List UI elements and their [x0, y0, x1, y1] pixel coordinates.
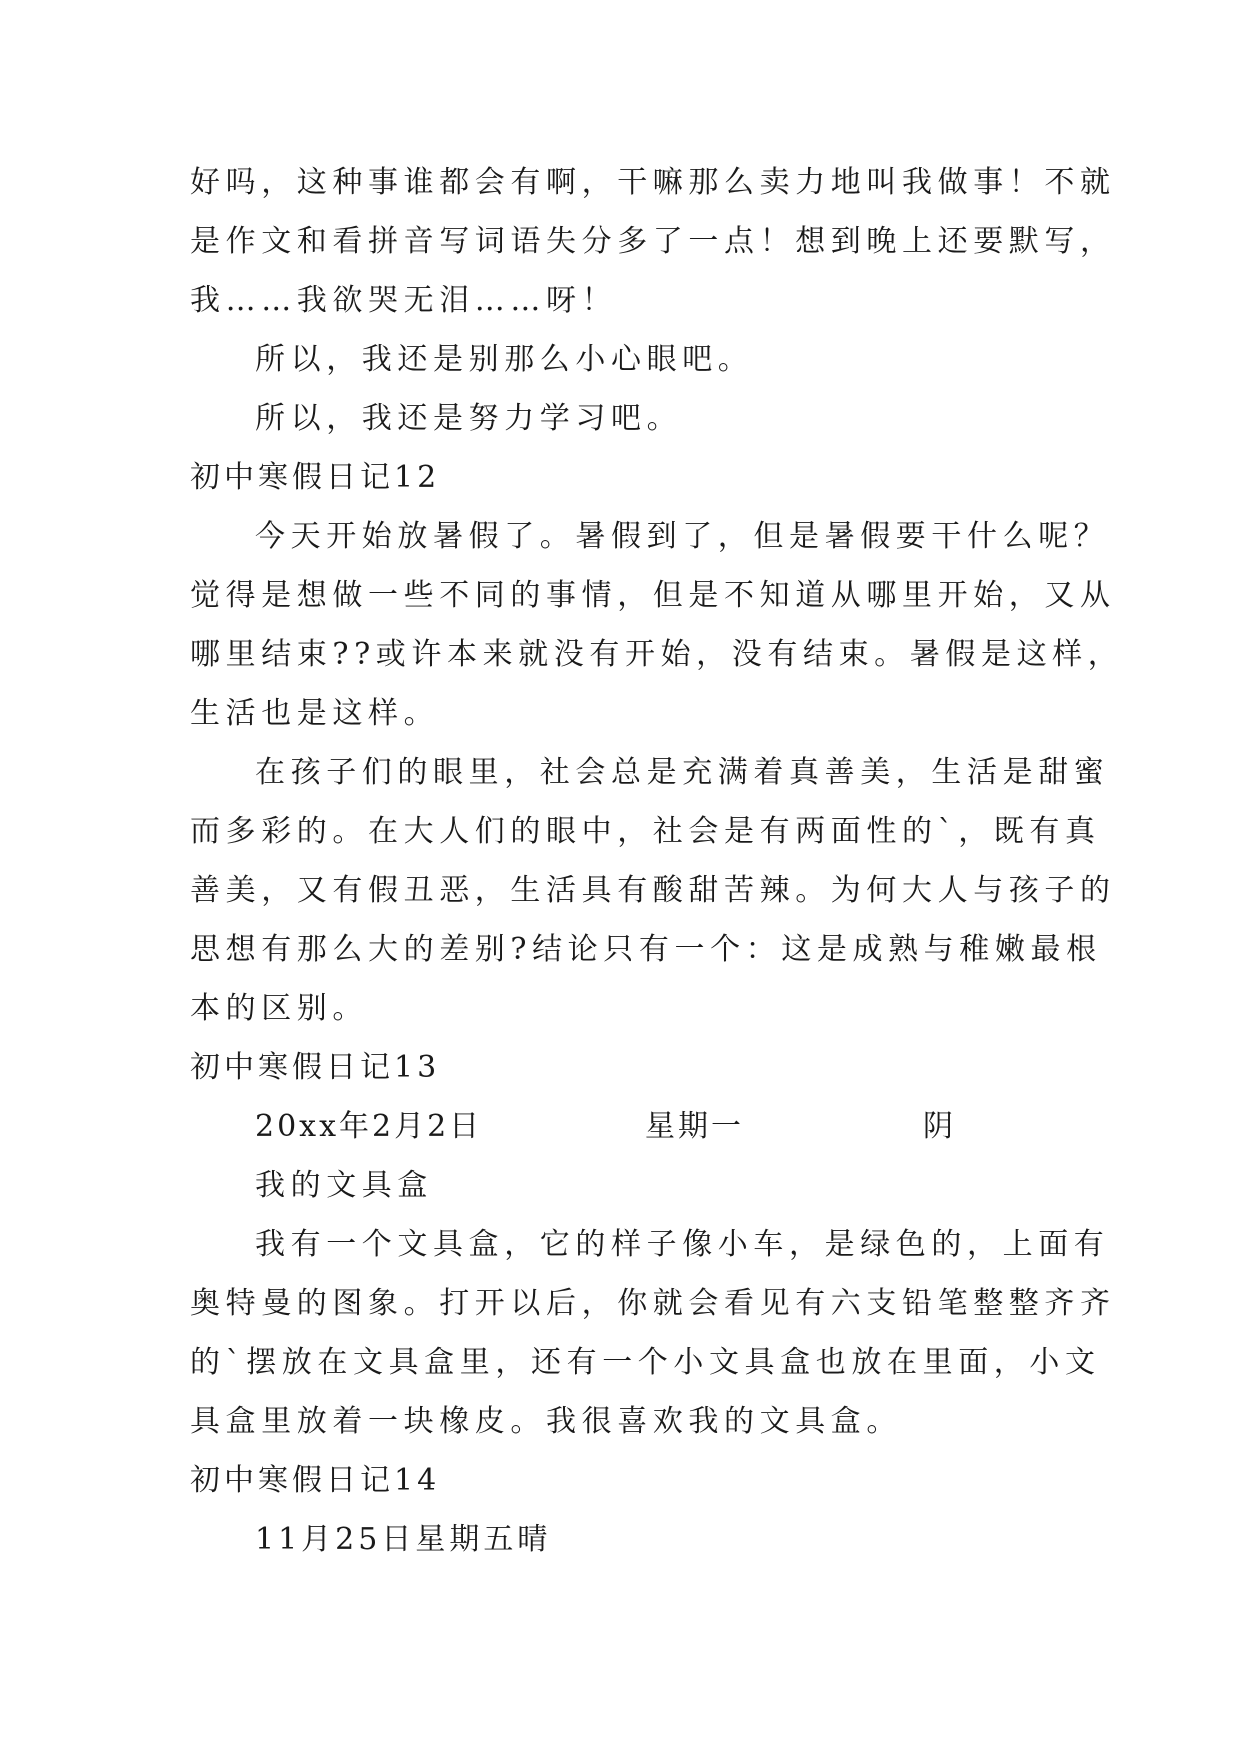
text-line: 哪里结束??或许本来就没有开始，没有结束。暑假是这样， [190, 637, 1124, 672]
text-line: 奥特曼的图象。打开以后，你就会看见有六支铅笔整整齐齐 [190, 1286, 1116, 1321]
text-line: 觉得是想做一些不同的事情，但是不知道从哪里开始，又从 [190, 578, 1116, 613]
entry-weekday: 星期一 [645, 1109, 744, 1144]
entry-title: 初中寒假日记13 [190, 1050, 441, 1085]
text-line: 在孩子们的眼里，社会总是充满着真善美，生活是甜蜜 [255, 755, 1110, 790]
text-line: 思想有那么大的差别?结论只有一个：这是成熟与稚嫩最根 [190, 932, 1102, 967]
entry-date: 11月25日星期五晴 [255, 1522, 552, 1557]
entry-date: 20xx年2月2日 [255, 1109, 483, 1144]
text-line: 今天开始放暑假了。暑假到了，但是暑假要干什么呢？ [255, 519, 1110, 554]
text-line: 善美，又有假丑恶，生活具有酸甜苦辣。为何大人与孩子的 [190, 873, 1116, 908]
text-line: 具盒里放着一块橡皮。我很喜欢我的文具盒。 [190, 1404, 902, 1439]
entry-title: 初中寒假日记12 [190, 460, 441, 495]
text-line: 的`摆放在文具盒里，还有一个小文具盒也放在里面，小文 [190, 1345, 1101, 1380]
entry-weather: 阴 [923, 1109, 956, 1144]
paragraph: 所以，我还是努力学习吧。 [255, 401, 683, 436]
entry-title: 初中寒假日记14 [190, 1463, 441, 1498]
text-line: 本的区别。 [190, 991, 368, 1026]
text-line: 生活也是这样。 [190, 696, 440, 731]
entry-subtitle: 我的文具盒 [255, 1168, 433, 1203]
paragraph: 所以，我还是别那么小心眼吧。 [255, 342, 754, 377]
text-line: 是作文和看拼音写词语失分多了一点！想到晚上还要默写， [190, 224, 1116, 259]
text-line: 好吗，这种事谁都会有啊，干嘛那么卖力地叫我做事！不就 [190, 165, 1116, 200]
text-line: 我……我欲哭无泪……呀！ [190, 283, 618, 318]
text-line: 而多彩的。在大人们的眼中，社会是有两面性的`，既有真 [190, 814, 1101, 849]
text-line: 我有一个文具盒，它的样子像小车，是绿色的，上面有 [255, 1227, 1110, 1262]
